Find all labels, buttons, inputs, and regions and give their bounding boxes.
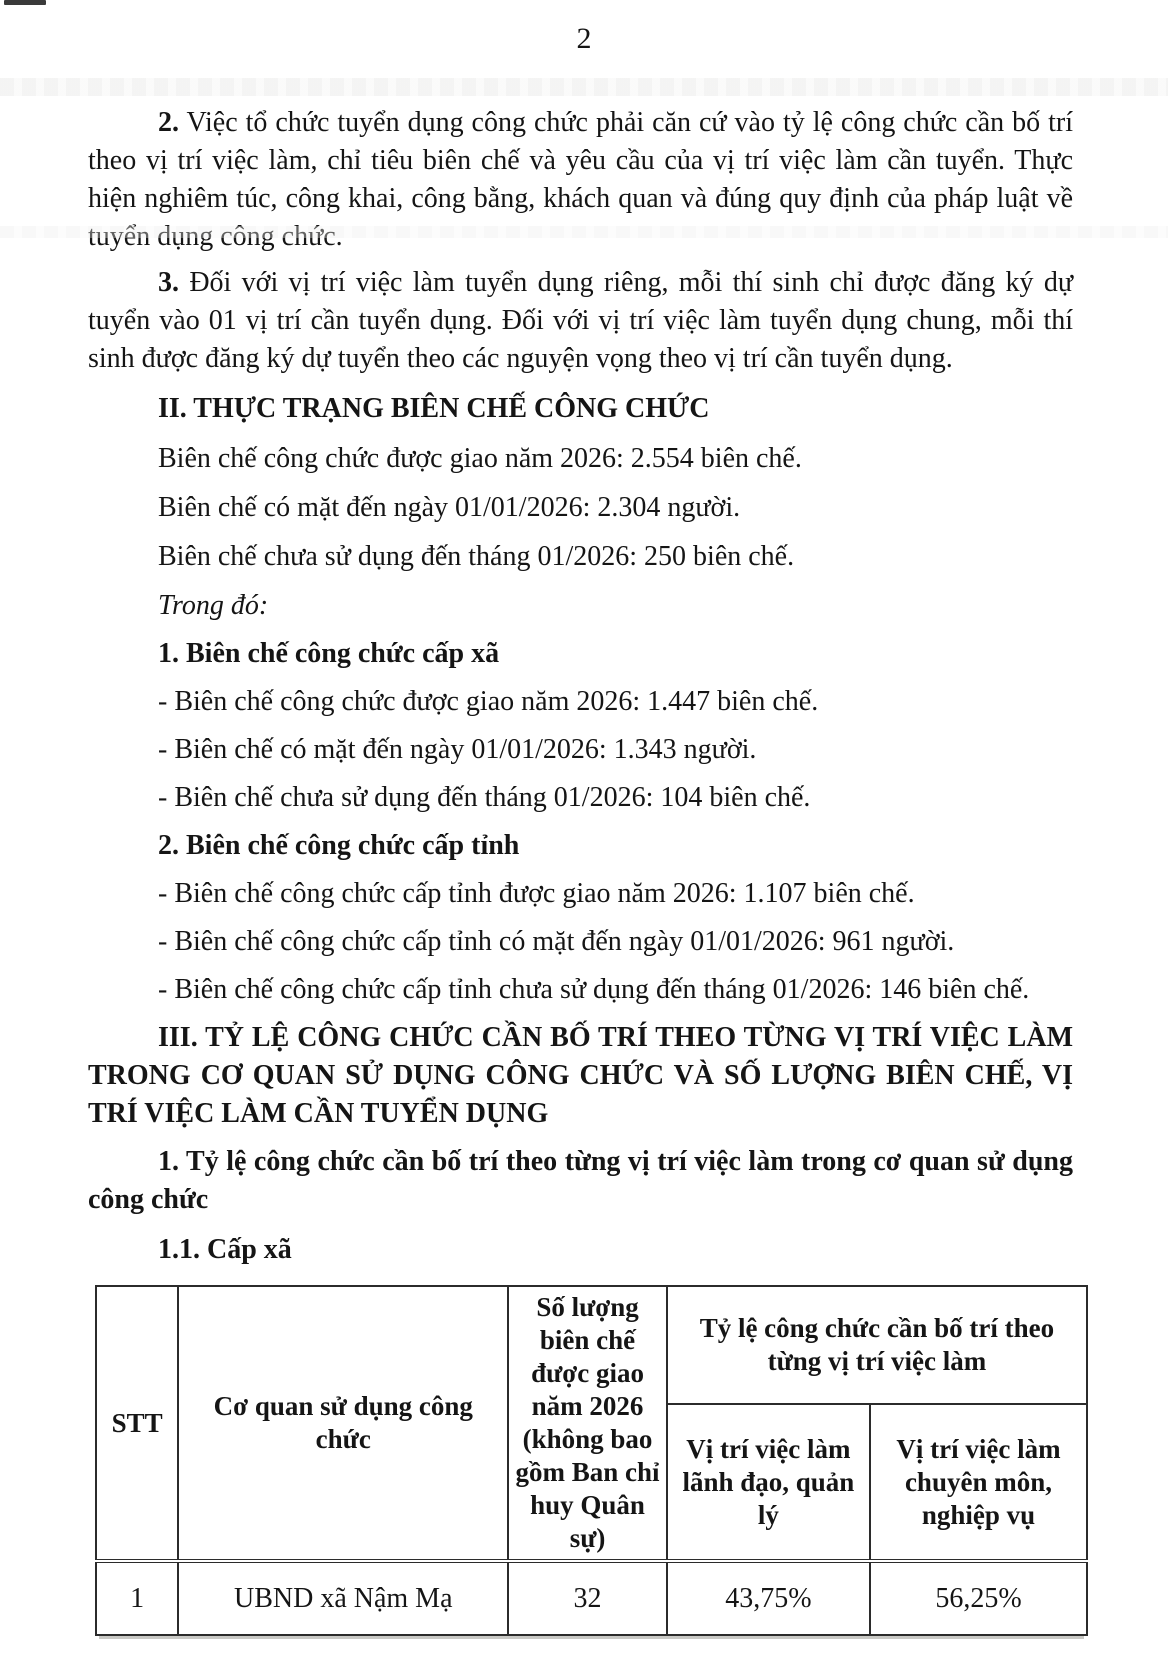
col-header-professional: Vị trí việc làm chuyên môn, nghiệp vụ: [870, 1404, 1087, 1561]
paragraph-3-number: 3.: [158, 267, 179, 298]
bullet-province-present: - Biên chế công chức cấp tỉnh có mặt đến ngày 01/01/2026: 961 người.: [158, 926, 955, 957]
paragraph-3: [88, 264, 1073, 378]
cell-quota: 32: [508, 1561, 667, 1635]
staffing-table-wrapper: [95, 1285, 1088, 1636]
cell-stt: 1: [96, 1561, 178, 1635]
cell-professional-ratio: 56,25%: [870, 1561, 1087, 1635]
bullet-commune-unused: - Biên chế chưa sử dụng đến tháng 01/2026: 104 biên chế.: [158, 782, 811, 813]
document-body: [88, 104, 1073, 1269]
col-header-quota: Số lượng biên chế được giao năm 2026 (không bao gồm Ban chỉ huy Quân sự): [508, 1286, 667, 1561]
cell-leadership-ratio: 43,75%: [667, 1561, 870, 1635]
stat-line-total-unused: Biên chế chưa sử dụng đến tháng 01/2026: 250 biên chế.: [158, 541, 795, 572]
col-header-stt: STT: [96, 1286, 178, 1561]
section-heading-iii: III. TỶ LỆ CÔNG CHỨC CẦN BỐ TRÍ THEO TỪNG VỊ TRÍ VIỆC LÀM TRONG CƠ QUAN SỬ DỤNG CÔNG CHỨC VÀ SỐ LƯỢNG BIÊN CHẾ, VỊ TRÍ VIỆC LÀM CẦN TUYỂN DỤNG: [88, 1022, 1073, 1129]
stat-line-total-assigned: Biên chế công chức được giao năm 2026: 2.554 biên chế.: [158, 443, 802, 474]
scan-artifact-band: [0, 226, 1168, 238]
table-header-row-top: [96, 1286, 1087, 1404]
col-header-agency: Cơ quan sử dụng công chức: [178, 1286, 508, 1561]
scan-artifact-band: [0, 78, 1168, 96]
subsection-heading-ratio: 1. Tỷ lệ công chức cần bố trí theo từng vị trí việc làm trong cơ quan sử dụng công chức: [88, 1146, 1073, 1215]
bullet-commune-present: - Biên chế có mặt đến ngày 01/01/2026: 1.343 người.: [158, 734, 757, 765]
bullet-commune-assigned: - Biên chế công chức được giao năm 2026: 1.447 biên chế.: [158, 686, 819, 717]
staffing-table: [95, 1285, 1088, 1636]
paragraph-2-number: 2.: [158, 107, 179, 138]
cell-agency: UBND xã Nậm Mạ: [178, 1561, 508, 1635]
trong-do-label: Trong đó:: [158, 590, 269, 621]
stat-line-total-present: Biên chế có mặt đến ngày 01/01/2026: 2.304 người.: [158, 492, 741, 523]
bullet-province-assigned: - Biên chế công chức cấp tỉnh được giao năm 2026: 1.107 biên chế.: [158, 878, 915, 909]
col-header-leadership: Vị trí việc làm lãnh đạo, quản lý: [667, 1404, 870, 1561]
bullet-province-unused: - Biên chế công chức cấp tỉnh chưa sử dụng đến tháng 01/2026: 146 biên chế.: [158, 974, 1030, 1005]
section-heading-ii: II. THỰC TRẠNG BIÊN CHẾ CÔNG CHỨC: [158, 393, 710, 424]
paragraph-3-text: Đối với vị trí việc làm tuyển dụng riêng, mỗi thí sinh chỉ được đăng ký dự tuyển vào 01 vị trí cần tuyển dụng. Đối với vị trí việc làm tuyển dụng chung, mỗi thí sinh được đăng ký dự tuyển theo các nguyện vọng theo vị trí cần tuyển dụng.: [88, 267, 1073, 374]
subsection-heading-province: 2. Biên chế công chức cấp tỉnh: [158, 830, 520, 861]
page-number: 2: [576, 22, 592, 55]
subsection-heading-1-1: 1.1. Cấp xã: [158, 1234, 292, 1265]
col-header-ratio-group: Tỷ lệ công chức cần bố trí theo từng vị trí việc làm: [667, 1286, 1087, 1404]
table-row: [96, 1561, 1087, 1635]
subsection-heading-commune: 1. Biên chế công chức cấp xã: [158, 638, 500, 669]
paragraph-2-text: Việc tổ chức tuyển dụng công chức phải căn cứ vào tỷ lệ công chức cần bố trí theo vị trí việc làm, chỉ tiêu biên chế và yêu cầu của vị trí việc làm cần tuyển. Thực hiện nghiêm túc, công khai, công bằng, khách quan và đúng quy định của pháp luật về tuyển dụng công chức.: [88, 107, 1073, 252]
scan-corner-mark: [4, 0, 46, 5]
